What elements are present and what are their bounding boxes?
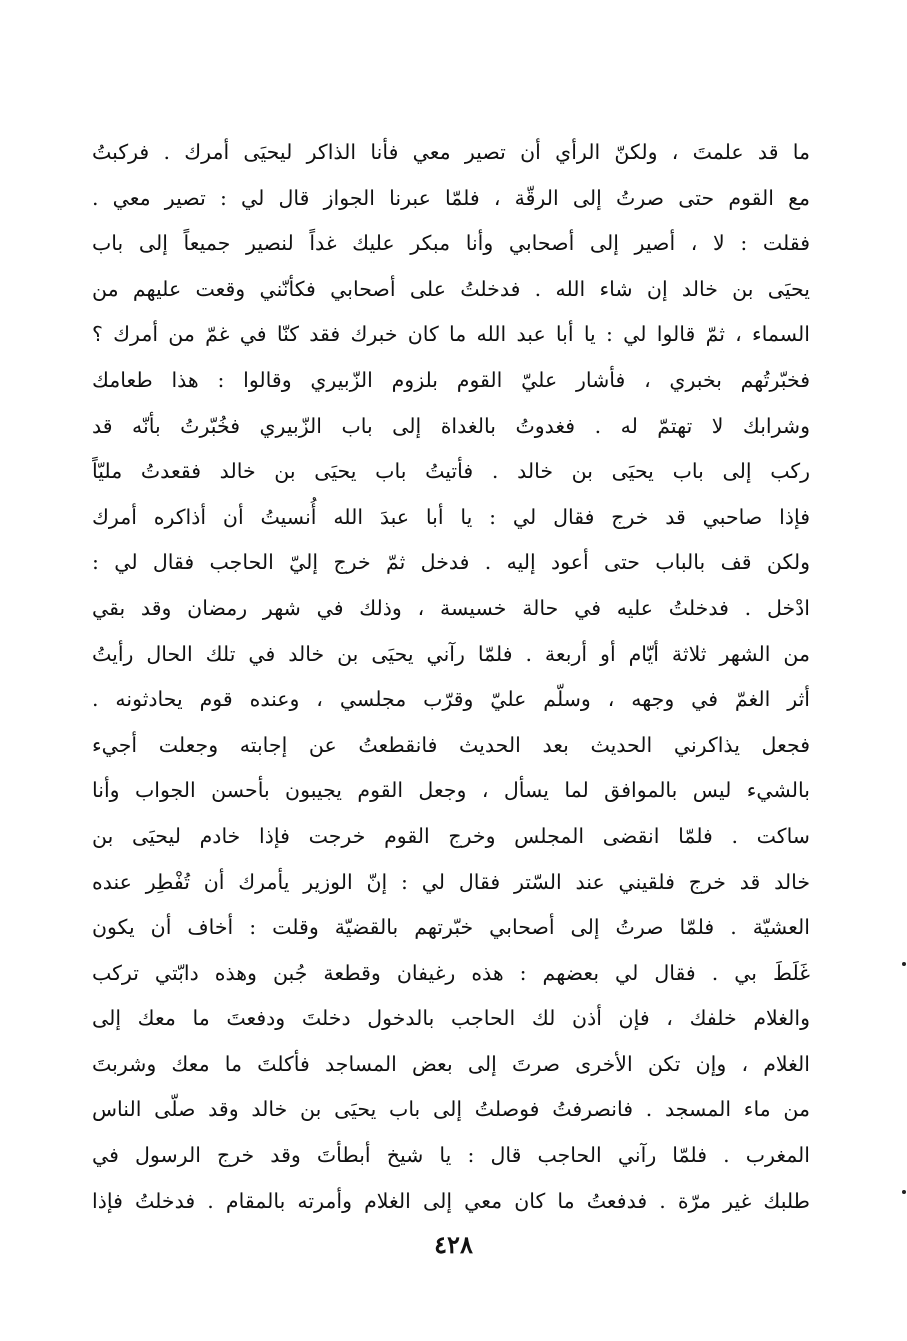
- text-line: طلبك غير مرّة . فدفعتُ ما كان معي إلى الغلام وأمرته بالمقام . فدخلتُ فإذا: [92, 1188, 810, 1213]
- text-line: فقلت : لا ، أصير إلى أصحابي وأنا مبكر عليك غداً لنصير جميعاً إلى باب: [92, 231, 810, 256]
- text-line: أثر الغمّ في وجهه ، وسلّم عليّ وقرّب مجلسي ، وعنده قوم يحادثونه .: [92, 687, 810, 712]
- text-line: المغرب . فلمّا رآني الحاجب قال : يا شيخ أبطأتَ وقد خرج الرسول في: [92, 1143, 810, 1168]
- text-line: ساكت . فلمّا انقضى المجلس وخرج القوم خرجت فإذا خادم ليحيَى بن: [92, 823, 810, 848]
- body-text: [92, 130, 810, 1224]
- text-line: ما قد علمتَ ، ولكنّ الرأي أن تصير معي فأنا الذاكر ليحيَى أمرك . فركبتُ: [92, 140, 810, 164]
- text-line: بالشيء ليس بالموافق لما يسأل ، وجعل القوم يجيبون بأحسن الجواب وأنا: [92, 778, 810, 803]
- text-line: من الشهر ثلاثة أيّام أو أربعة . فلمّا رآني يحيَى بن خالد في تلك الحال رأيتُ: [92, 641, 810, 666]
- text-line: مع القوم حتى صرتُ إلى الرقّة ، فلمّا عبرنا الجواز قال لي : تصير معي .: [92, 185, 810, 210]
- text-line: يحيَى بن خالد إن شاء الله . فدخلتُ على أصحابي فكأنّني وقعت عليهم من: [92, 276, 810, 301]
- text-line: فخبّرتُهم بخبري ، فأشار عليّ القوم بلزوم الزّبيري وقالوا : هذا طعامك: [92, 367, 810, 392]
- text-line: غَلَطَ بي . فقال لي بعضهم : هذه رغيفان وقطعة جُبن وهذه دابّتي تركب: [92, 960, 810, 985]
- text-line: والغلام خلفك ، فإن أذن لك الحاجب بالدخول دخلتَ ودفعتَ ما معك إلى: [92, 1006, 810, 1031]
- page-number: ٤٢٨: [434, 1230, 473, 1259]
- margin-mark: [902, 962, 906, 966]
- text-line: ادْخل . فدخلتُ عليه في حالة خسيسة ، وذلك في شهر رمضان وقد بقي: [92, 595, 810, 620]
- text-line: من ماء المسجد . فانصرفتُ فوصلتُ إلى باب يحيَى بن خالد وقد صلّى الناس: [92, 1097, 810, 1122]
- text-line: فجعل يذاكرني الحديث بعد الحديث فانقطعتُ عن إجابته وجعلت أجيء: [92, 732, 810, 757]
- text-line: خالد قد خرج فلقيني عند السّتر فقال لي : إنّ الوزير يأمرك أن تُفْطِر عنده: [92, 869, 810, 894]
- text-line: ركب إلى باب يحيَى بن خالد . فأتيتُ باب يحيَى بن خالد فقعدتُ مليّاً: [92, 459, 810, 484]
- text-line: ولكن قف بالباب حتى أعود إليه . فدخل ثمّ خرج إليّ الحاجب فقال لي :: [92, 550, 810, 575]
- text-line: السماء ، ثمّ قالوا لي : يا أبا عبد الله ما كان خبرك فقد كنّا في غمّ من أمرك ؟: [92, 322, 810, 347]
- text-line: الغلام ، وإن تكن الأخرى صرتَ إلى بعض المساجد فأكلتَ ما معك وشربتَ: [92, 1051, 810, 1076]
- margin-mark: [902, 1190, 906, 1194]
- text-line: وشرابك لا تهتمّ له . فغدوتُ بالغداة إلى باب الزّبيري فخُبّرتُ بأنّه قد: [92, 413, 810, 438]
- text-line: فإذا صاحبي قد خرج فقال لي : يا أبا عبدَ الله أُنسيتُ أن أذاكره أمرك: [92, 504, 810, 529]
- text-line: العشيّة . فلمّا صرتُ إلى أصحابي خبّرتهم بالقضيّة وقلت : أخاف أن يكون: [92, 915, 810, 940]
